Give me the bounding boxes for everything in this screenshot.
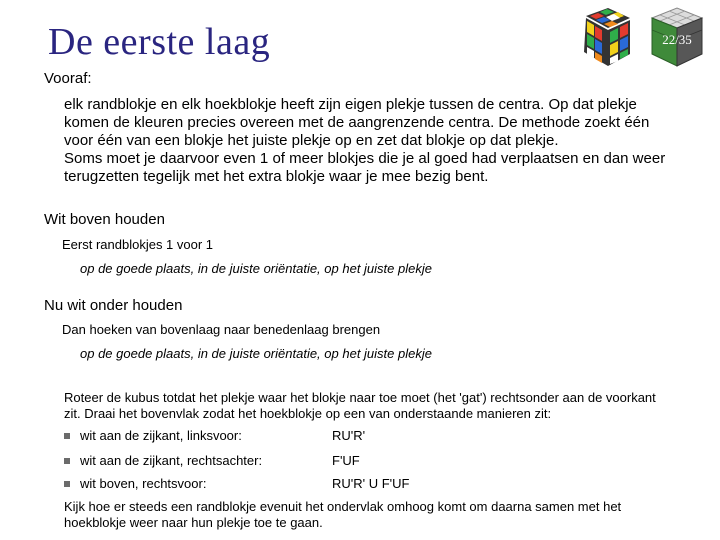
case-moves: RU'R' U F'UF xyxy=(332,476,410,491)
case-moves: F'UF xyxy=(332,453,360,468)
intro-line: Roteer de kubus totdat het plekje waar het blokje naar toe moet (het 'gat') rechtsonder aan de voorkant xyxy=(64,390,656,405)
outro-line: hoekblokje weer naar hun plekje toe te gaan. xyxy=(64,515,323,530)
section1-heading: Wit boven houden xyxy=(44,211,165,228)
slide-number: 22/35 xyxy=(662,32,692,47)
section2-heading: Nu wit onder houden xyxy=(44,297,183,314)
vooraf-line: Soms moet je daarvoor even 1 of meer blokjes die je al goed had verplaatsen en dan weer xyxy=(64,150,666,167)
outro-line: Kijk hoe er steeds een randblokje evenuit het ondervlak omhoog komt om daarna samen met het xyxy=(64,499,622,514)
vooraf-paragraph xyxy=(64,96,714,186)
bullet-icon xyxy=(64,481,70,487)
vooraf-line: terugzetten tegelijk met het extra blokje waar je mee bezig bent. xyxy=(64,168,489,185)
bullet-icon xyxy=(64,433,70,439)
case-label: wit aan de zijkant, rechtsachter: xyxy=(80,453,263,468)
case-label: wit aan de zijkant, linksvoor: xyxy=(80,428,242,443)
instructions-intro xyxy=(64,390,714,422)
vooraf-line: elk randblokje en elk hoekblokje heeft zijn eigen plekje tussen de centra. Op dat plekje xyxy=(64,96,637,113)
section1-sub: Eerst randblokjes 1 voor 1 xyxy=(62,237,214,252)
rubiks-cube-icon xyxy=(574,6,640,70)
intro-line: zit. Draai het bovenvlak zodat het hoekblokje op een van onderstaande manieren zit: xyxy=(64,406,552,421)
vooraf-line: voor één van een blokje het juiste plekje op en zet dat blokje op dat plekje. xyxy=(64,132,559,149)
section2-note: op de goede plaats, in de juiste oriëntatie, op het juiste plekje xyxy=(80,346,432,361)
case-label: wit boven, rechtsvoor: xyxy=(80,476,207,491)
slide-title: De eerste laag xyxy=(48,21,271,63)
section1-note: op de goede plaats, in de juiste oriëntatie, op het juiste plekje xyxy=(80,261,432,276)
section2-sub: Dan hoeken van bovenlaag naar benedenlaag brengen xyxy=(62,322,381,337)
case-moves: RU'R' xyxy=(332,428,366,443)
vooraf-heading: Vooraf: xyxy=(44,70,92,87)
instructions-outro xyxy=(64,499,714,531)
vooraf-line: komen de kleuren precies overeen met de aangrenzende centra. De methode zoekt één xyxy=(64,114,650,131)
bullet-icon xyxy=(64,458,70,464)
